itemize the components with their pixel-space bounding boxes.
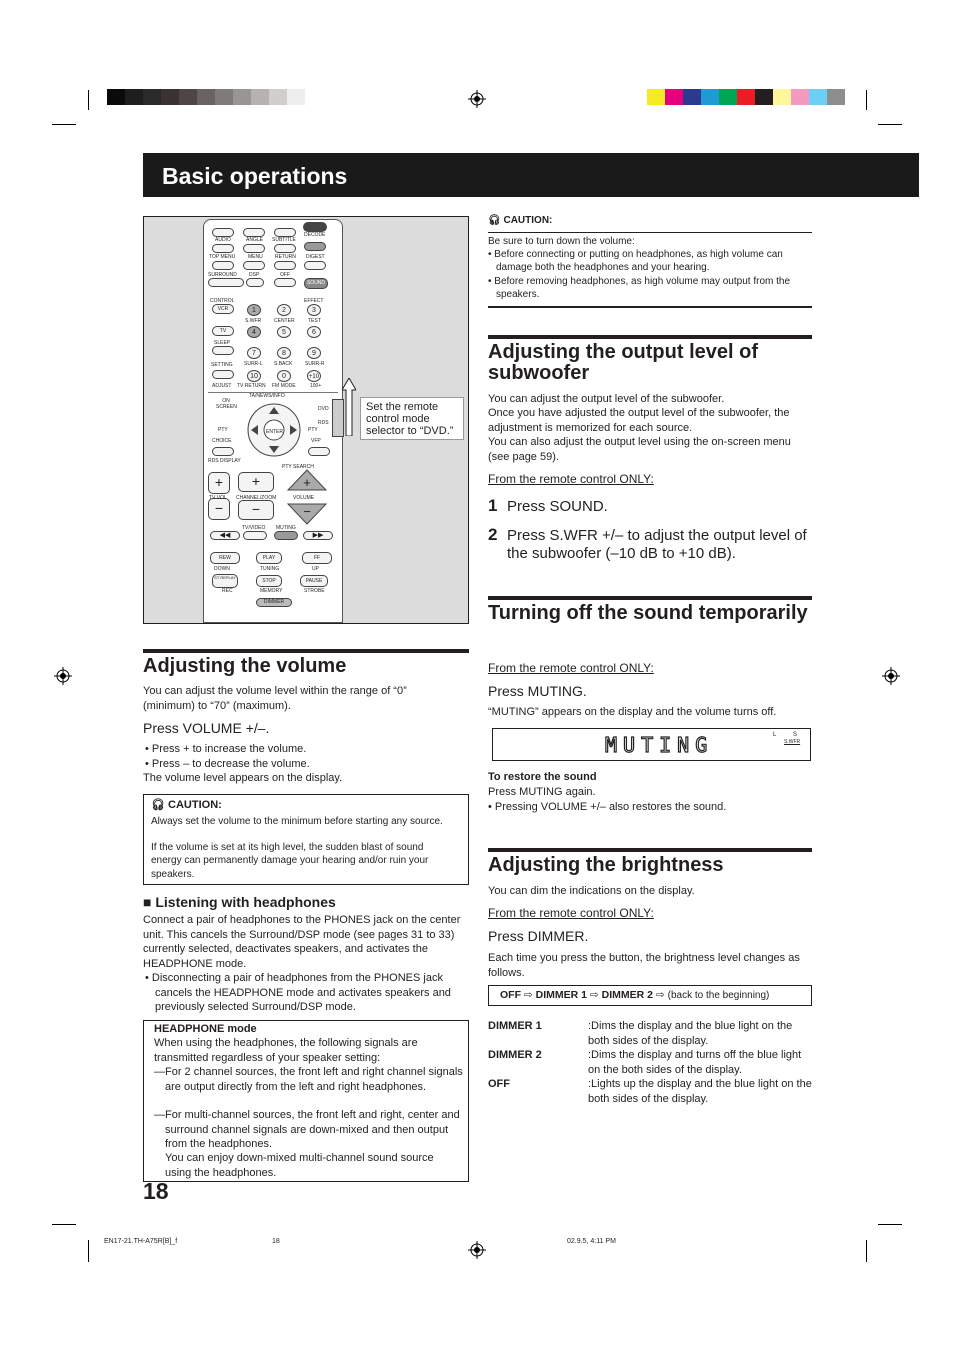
setting-button [212,370,234,379]
remote-label: MENU [248,254,263,260]
remote-label: DIGEST [306,254,325,260]
volume-bullet-text: Press + to increase the volume. [151,743,307,755]
number-button: 4 [247,326,261,338]
remote-button [246,278,264,287]
step-number: 2 [488,525,498,544]
gray-swatch [215,89,233,105]
muting-heading: Turning off the sound temporarily [488,596,812,624]
headphone-mode-text: When using the headphones, the following signals are transmitted regardless of your speaker setting: [154,1037,418,1064]
gray-swatch [251,89,269,105]
brightness-heading: Adjusting the brightness [488,848,812,876]
dimmer-row-desc: :Lights up the display and the blue light on the both sides of the display. [588,1078,812,1105]
volume-intro: You can adjust the volume level within the range of “0” (minimum) to “70” (maximum). [143,685,407,712]
remote-button [274,244,296,253]
remote-button [274,228,296,237]
dimmer-row-desc: :Dims the display and turns off the blue light on the both sides of the display. [588,1049,802,1076]
number-button: 7 [247,347,261,359]
muting-note: “MUTING” appears on the display and the volume turns off. [488,706,777,718]
volume-bullet: • Press – to decrease the volume. [145,758,310,770]
seq-dimmer1: DIMMER 1 [535,989,587,1001]
brightness-intro: You can dim the indications on the display. [488,885,695,897]
headphones-bullet: • Disconnecting a pair of headphones from the PHONES jack cancels the HEADPHONE mode and activates speakers and previously selected Surround/DSP mode. [145,972,451,1014]
remote-label: SETTING [211,362,233,368]
remote-label: FM MODE [272,383,296,389]
dimmer-button: DIMMER [256,598,292,607]
arrow-right-icon: ⇨ [655,989,665,1001]
tv-button: TV [212,326,234,336]
number-button: 10 [247,370,261,382]
pause-button: PAUSE [300,575,328,587]
gray-swatch [233,89,251,105]
top-caution-bullet: • Before removing headphones, as high volume may output from the speakers. [488,276,791,301]
remote-label: VOLUME [293,495,315,501]
remote-label: DSP [249,272,260,278]
headphones-bullet-text: Disconnecting a pair of headphones from the PHONES jack cancels the HEADPHONE mode and activates speakers and previously selected Surround/DSP mode. [151,972,451,1014]
headphone-mode-item: You can enjoy down-mixed multi-channel sound source using the headphones. [165,1152,434,1179]
remote-label: S.BACK [274,361,293,367]
display-s-indicator: S [793,732,798,738]
color-swatch [701,89,719,105]
subwoofer-heading: Adjusting the output level of subwoofer [488,335,812,384]
top-caution-bullet-text: Before connecting or putting on headphones, as high volume can damage both the headphones and your hearing. [494,249,783,274]
arrow-right-icon: ⇨ [523,989,533,1001]
color-swatch [719,89,737,105]
remote-label: CHANNEL/ZOOM [236,495,277,501]
color-swatch [827,89,845,105]
headphone-mode-box [143,1020,469,1182]
gray-swatch [125,89,143,105]
remote-button [208,278,244,287]
step-number: 1 [488,496,498,515]
headphones-title: Listening with headphones [155,894,336,910]
remote-control [203,219,343,623]
remote-label: SUBTITLE [272,237,296,243]
display-l-indicator: L [773,732,777,738]
caution-text: If the volume is set at its high level, the sudden blast of sound energy can permanently damage your hearing and/or ruin your speakers. [151,842,429,880]
remote-label: TV VOL [209,495,227,501]
step-1 [488,498,812,516]
caution-text: Always set the volume to the minimum before starting any source. [151,816,443,827]
page-number: 18 [143,1178,169,1204]
remote-label: CHOICE [212,438,232,444]
caution-label: CAUTION: [503,215,553,226]
color-swatch [737,89,755,105]
restore-bullet-text: Pressing VOLUME +/– also restores the sound. [494,801,727,813]
top-caution-box [488,212,812,308]
remote-label: TEST [308,318,321,324]
tv-video-button [243,531,267,540]
remote-label: TOP MENU [209,254,236,260]
remote-button [308,447,330,456]
headphone-mode-item: —For 2 channel sources, the front left and right channel signals are output directly from the left and right headphones. [154,1066,463,1093]
number-button: 6 [307,326,321,338]
dimmer-row-name: DIMMER 1 [488,1020,542,1032]
remote-label: RDS [318,420,329,426]
remote-label: MEMORY [260,588,283,594]
caution-title [488,215,552,226]
remote-button [212,447,234,456]
volume-bullet-text: Press – to decrease the volume. [151,758,310,770]
caution-title [151,798,222,811]
remote-only-note: From the remote control ONLY: [488,661,654,675]
remote-button [243,244,265,253]
gray-swatch [197,89,215,105]
remote-label: DOWN [214,566,230,572]
remote-label: TV/VIDEO [242,525,266,531]
volume-after: The volume level appears on the display. [143,772,343,784]
number-button: 3 [307,304,321,316]
remote-button [212,228,234,237]
step-text: Press SOUND. [507,498,608,515]
number-button: 9 [307,347,321,359]
remote-label: S.WFR [245,318,262,324]
volume-caution-box [143,794,469,885]
remote-button [212,244,234,253]
power-button [303,222,327,232]
top-caution-rule [488,232,812,233]
remote-button [274,261,296,270]
remote-label: PTY [218,427,228,433]
remote-label: EFFECT [304,298,324,304]
remote-button: ◀◀ [210,531,240,540]
number-button: 0 [277,370,291,382]
remote-label: ANGLE [246,237,263,243]
remote-label: TA/NEWS/INFO [249,393,285,399]
number-button: 8 [277,347,291,359]
display-panel [492,728,811,761]
remote-label: ADJUST [212,383,232,389]
remote-label: CENTER [274,318,295,324]
remote-label: SURR-R [305,361,325,367]
arrow-right-icon: ⇨ [589,989,599,1001]
color-swatch [809,89,827,105]
gray-swatch [269,89,287,105]
play-button: PLAY [256,552,282,564]
headphones-text: Connect a pair of headphones to the PHONES jack on the center unit. This cancels the Surround/DSP mode (see pages 31 to 33) currently selected, deactivates speakers, and activates the HEADPHONE mode. [143,914,461,970]
dimmer-sequence-box [488,985,812,1006]
remote-button [243,228,265,237]
color-swatch [683,89,701,105]
color-swatch [755,89,773,105]
page-title: Basic operations [162,163,348,189]
sleep-button [212,346,234,355]
arrow-up-icon [342,378,356,436]
sound-button: SOUND [304,278,328,289]
number-button: 5 [277,326,291,338]
remote-label: SURROUND [208,272,237,278]
subwoofer-text: You can adjust the output level of the subwoofer. [488,393,725,405]
remote-label: DECODE [304,232,326,238]
seq-back: (back to the beginning) [667,990,770,1001]
remote-label: TUNING [260,566,280,572]
footer-date: 02.9.5, 4:11 PM [567,1238,616,1245]
top-caution-intro: Be sure to turn down the volume: [488,236,635,247]
tv-vol-minus-button: − [208,498,230,520]
display-text: MUTING [605,733,714,757]
dimmer-row-name: OFF [488,1078,510,1090]
gray-swatch [161,89,179,105]
remote-label: RDS DISPLAY [208,458,241,464]
top-caution-bullet-text: Before removing headphones, as high volume may output from the speakers. [494,276,791,301]
vcr-button: VCR [212,304,234,314]
brightness-text: Each time you press the button, the brightness level changes as follows. [488,952,800,979]
remote-label: ON SCREEN [216,398,237,410]
remote-label: STROBE [304,588,325,594]
remote-label: SLEEP [214,340,231,346]
registration-mark-icon [468,90,486,108]
caution-icon: 🎧︎ [151,799,165,811]
remote-label: PTY SEARCH [282,464,314,470]
headphone-mode-title: HEADPHONE mode [154,1023,257,1035]
restore-bullet: • Pressing VOLUME +/– also restores the sound. [488,801,727,813]
step-text: Press S.WFR +/– to adjust the output level of the subwoofer (–10 dB to +10 dB). [507,527,807,562]
registration-mark-icon [882,667,900,685]
remote-label: TV RETURN [237,383,266,389]
caution-icon: 🎧︎ [488,215,501,226]
remote-label: OFF [280,272,290,278]
dimmer-row-name: DIMMER 2 [488,1049,542,1061]
number-button: +10 [307,370,321,382]
ff-button: FF [302,552,332,564]
subwoofer-text: Once you have adjusted the output level of the subwoofer, the adjustment is memorized for each source. [488,407,790,434]
gray-swatch [287,89,305,105]
stop-button: STOP [256,575,282,587]
step-2 [488,527,812,563]
remote-label: DVD [318,406,329,412]
remote-label: SURR-L [244,361,263,367]
volume-heading: Adjusting the volume [143,649,469,677]
footer-page: 18 [272,1238,280,1245]
remote-label: MUTING [276,525,296,531]
channel-minus-button: − [238,500,274,520]
svg-text:−: − [303,504,311,519]
number-button: 2 [277,304,291,316]
remote-label: CONTROL [210,298,235,304]
display-swfr-indicator: S.WFR [784,739,801,745]
muting-button [274,531,298,540]
caution-label: CAUTION: [168,799,222,811]
dimmer-row-desc: :Dims the display and the blue light on the both sides of the display. [588,1020,793,1047]
remote-label: PTY [308,427,318,433]
remote-button [304,261,326,270]
registration-mark-icon [54,667,72,685]
remote-button [243,261,265,270]
volume-bullet: • Press + to increase the volume. [145,743,307,755]
remote-button [274,278,296,287]
color-swatch [647,89,665,105]
gray-swatch [107,89,125,105]
channel-plus-button: + [238,472,274,492]
st-replay-button: ST REPLAY [212,574,238,588]
headphone-mode-item: —For multi-channel sources, the front left and right, center and surround channel signals are down-mixed and then output from the headphones. [154,1109,460,1151]
registration-mark-icon [468,1241,486,1259]
remote-button [304,242,326,251]
restore-title: To restore the sound [488,771,597,783]
number-button: 1 [247,304,261,316]
remote-button: ▶▶ [303,531,333,540]
muting-press: Press MUTING. [488,683,587,699]
footer-file: EN17-21.TH-A75R[B]_f [104,1238,178,1245]
seq-dimmer2: DIMMER 2 [601,989,653,1001]
subwoofer-text: You can also adjust the output level using the on-screen menu (see page 59). [488,436,791,463]
remote-label: REC [222,588,233,594]
seq-off: OFF [500,989,521,1001]
remote-label: RETURN [275,254,296,260]
section-banner [143,153,919,197]
color-swatch [665,89,683,105]
volume-press: Press VOLUME +/–. [143,720,270,736]
tv-vol-plus-button: + [208,472,230,494]
remote-label: VFP [311,438,321,444]
remote-label: AUDIO [215,237,231,243]
remote-label: 100+ [310,383,322,389]
headphones-subheading: ■ Listening with headphones [143,894,336,910]
remote-only-note: From the remote control ONLY: [488,472,654,486]
remote-callout: Set the remote control mode selector to “DVD.” [360,397,464,440]
remote-label: UP [312,566,319,572]
gray-swatch [143,89,161,105]
remote-button [212,261,234,270]
color-swatch [773,89,791,105]
top-caution-bullet: • Before connecting or putting on headphones, as high volume can damage both the headphones and your hearing. [488,249,783,274]
brightness-press: Press DIMMER. [488,928,589,944]
restore-text: Press MUTING again. [488,786,596,798]
svg-text:+: + [303,475,311,490]
rew-button: REW [210,552,240,564]
gray-swatch [179,89,197,105]
remote-label: ENTER [266,429,283,435]
remote-only-note: From the remote control ONLY: [488,906,654,920]
color-swatch [791,89,809,105]
